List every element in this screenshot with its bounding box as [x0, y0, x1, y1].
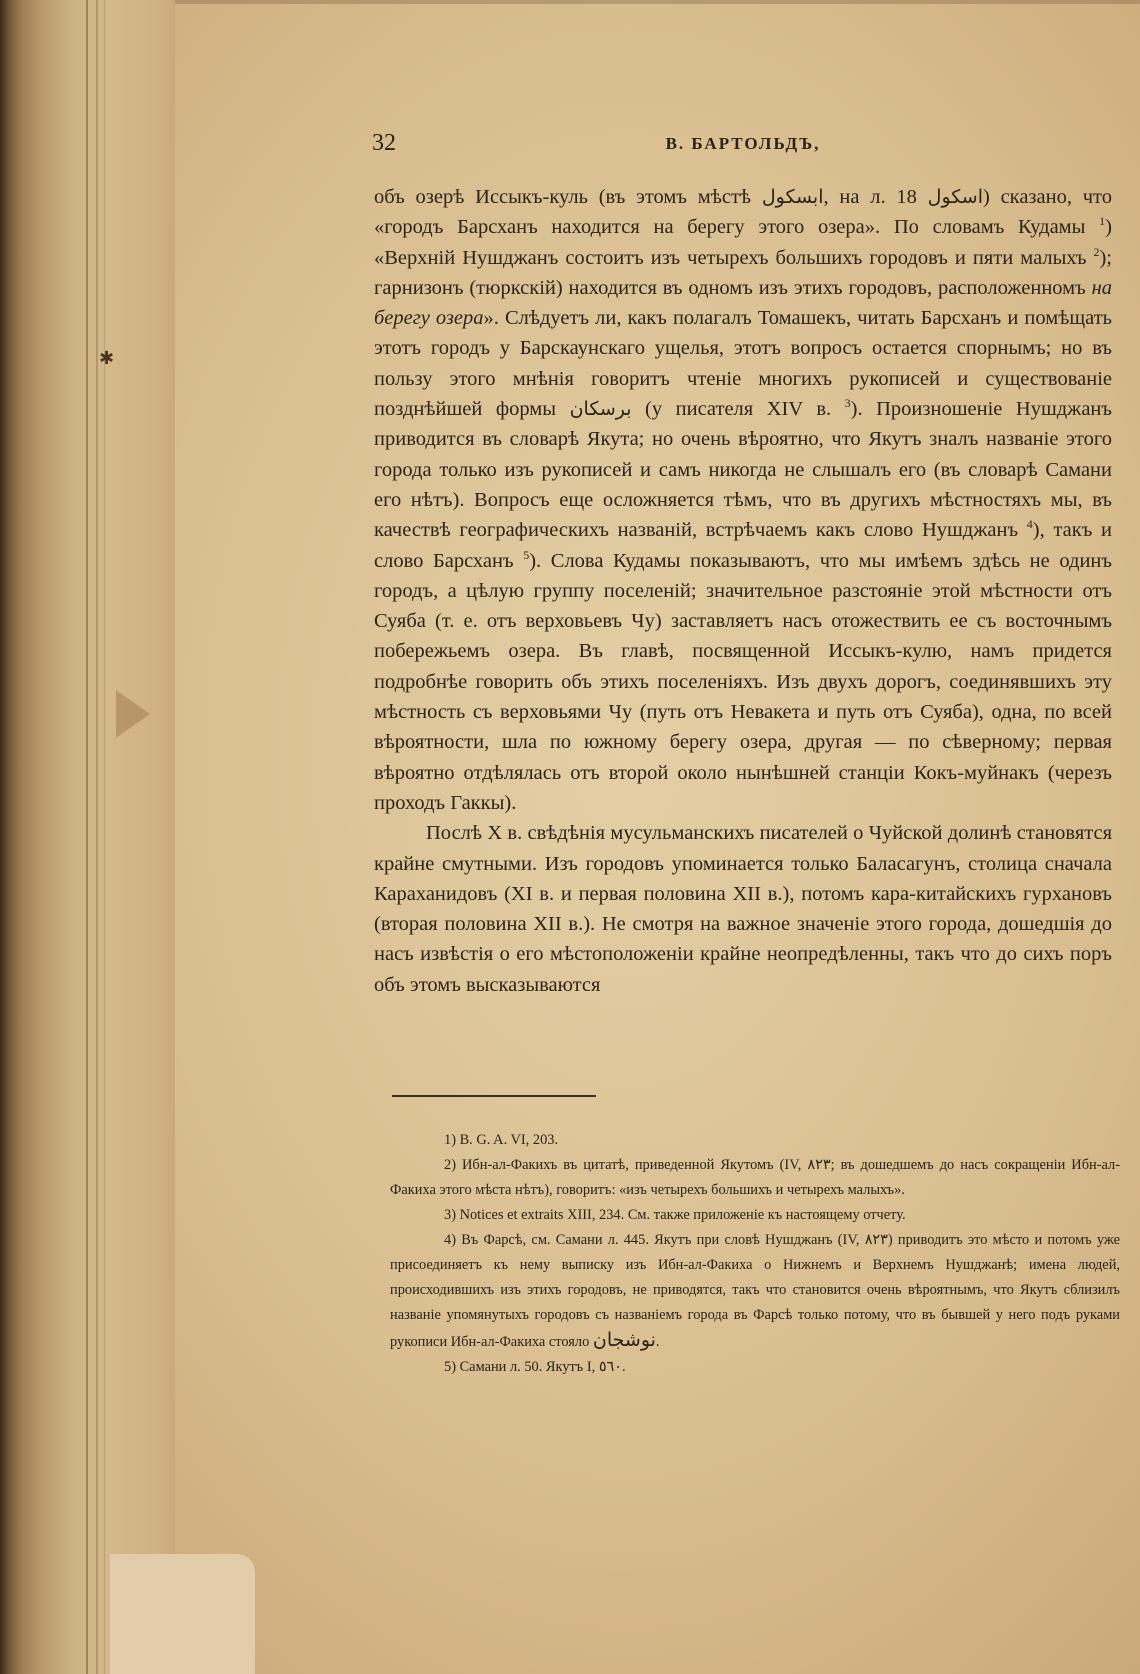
gutter-line: [86, 0, 88, 1674]
footnote-ref: 2: [1093, 244, 1100, 259]
main-text: [374, 182, 1112, 1000]
book-gutter: [0, 0, 175, 1674]
arabic-word: برسكان: [569, 398, 632, 421]
arabic-word: ابسكول: [761, 186, 824, 208]
text-run: .: [655, 1334, 660, 1350]
text-run: ) сказано, что «городъ Барсханъ находится на берегу этого озера». По словамъ Кудамы: [374, 186, 1112, 239]
text-run: объ озерѣ Иссыкъ-куль (въ этомъ мѣстѣ: [374, 186, 762, 208]
paragraph-1: [374, 182, 1112, 818]
footnote-1: 1) B. G. A. VI, 203.: [444, 1132, 559, 1148]
footnote-ref: 5: [523, 547, 530, 562]
gutter-line: [104, 0, 105, 1674]
text-run: ); гарнизонъ (тюркскій) находится въ одномъ изъ этихъ городовъ, расположенномъ: [374, 246, 1112, 299]
footnote-ref: 4: [1026, 517, 1033, 532]
text-run: ), такъ и слово Барсханъ: [374, 519, 1112, 572]
footnote-3: 3) Notices et extraits XIII, 234. См. также приложеніе къ настоящему отчету.: [444, 1207, 906, 1223]
italic-phrase: на берегу озера: [374, 276, 1112, 330]
text-run: , на л. 18: [823, 186, 928, 208]
footnote-rule: [392, 1095, 596, 1097]
text-run: ». Слѣдуетъ ли, какъ полагалъ Томашекъ, читать Барсханъ и помѣщать этотъ городъ у Барскаунскаго ущелья, этотъ вопросъ остается спорнымъ; но въ пользу этого мнѣнія говоритъ чтеніе многихъ рукописей и существованіе позднѣйшей формы: [374, 307, 1112, 421]
page-header: [372, 130, 1114, 164]
arabic-word: اسكول: [927, 186, 983, 208]
running-head: В. БАРТОЛЬДЪ,: [665, 134, 821, 153]
text-run: ). Слова Кудамы показываютъ, что мы имѣемъ здѣсь не одинъ городъ, а цѣлую группу поселеній; значительное разстояніе этой мѣстности отъ Суяба (т. е. отъ верховьевъ Чу) заставляетъ насъ отожествить ее съ восточнымъ побережьемъ озера. Въ главѣ, посвященной Иссыкъ-кулю, намъ придется подробнѣе говорить объ этихъ поселеніяхъ. Изъ двухъ дорогъ, соединявшихъ эту мѣстность съ верховьями Чу (путь отъ Невакета и путь отъ Суяба), одна, по всей вѣроятности, шла по южному берегу озера, другая — по сѣверному; первая вѣроятно отдѣлялась отъ второй около нынѣшней станціи Кокъ-муйнакъ (черезъ проходъ Гаккы).: [374, 549, 1112, 814]
gutter-mark-icon: ✱: [99, 348, 115, 368]
paper-stain: [110, 1554, 255, 1674]
text-run: ) «Верхній Нушджанъ состоитъ изъ четырехъ большихъ городовъ и пяти малыхъ: [374, 216, 1112, 269]
text-run: ). Произношеніе Нушджанъ приводится въ словарѣ Якута; но очень вѣроятно, что Якутъ зналъ названіе этого города только изъ рукописей и самъ никогда не слышалъ его (въ словарѣ Самани его нѣтъ). Вопросъ еще осложняется тѣмъ, что въ другихъ мѣстностяхъ мы, въ качествѣ географическихъ названій, встрѣчаемъ какъ слово Нушджанъ: [374, 398, 1112, 542]
paragraph-2: Послѣ X в. свѣдѣнія мусульманскихъ писателей о Чуйской долинѣ становятся крайне смутными. Изъ городовъ упоминается только Баласагунъ, столица сначала Караханидовъ (XI в. и первая половина XII в.), потомъ кара-китайскихъ гурхановъ (вторая половина XII в.). Не смотря на важное значеніе этого города, дошедшія до насъ извѣстія о его мѣстоположеніи крайне неопредѣленны, такъ что до сихъ поръ объ этомъ высказываются: [374, 822, 1112, 996]
page-fold-mark: [116, 690, 150, 738]
arabic-word: نوشجان: [592, 1329, 656, 1351]
footnote-ref: 1: [1099, 214, 1106, 229]
footnote-ref: 3: [844, 396, 851, 411]
footnote-5: 5) Самани л. 50. Якутъ I, ٥٦٠.: [444, 1359, 626, 1375]
text-run: 4) Въ Фарсѣ, см. Самани л. 445. Якутъ при словѣ Нушджанъ (IV, ٨٢٣) приводитъ это мѣсто и потомъ уже присоединяетъ къ нему выписку изъ Ибн-ал-Факиха о Нижнемъ и Верхнемъ Нушджанѣ; имена людей, происходившихъ изъ этихъ городовъ, не приводятся, такъ что становится очень вѣроятнымъ, что Якутъ сблизилъ названіе упомянутыхъ городовъ съ названіемъ города въ Фарсѣ только потому, что въ бывшей у него подъ руками рукописи Ибн-ал-Факиха стояло: [390, 1232, 1121, 1350]
footnote-2: 2) Ибн-ал-Факихъ въ цитатѣ, приведенной Якутомъ (IV, ٨٢٣; въ дошедшемъ до насъ сокращеніи Ибн-ал-Факиха этого мѣста нѣтъ), говоритъ: «изъ четырехъ большихъ и четырехъ малыхъ».: [390, 1157, 1121, 1198]
text-run: (у писателя XIV в.: [631, 398, 845, 421]
gutter-line: [96, 0, 98, 1674]
footnotes: [390, 1128, 1120, 1380]
footnote-4: [390, 1228, 1120, 1355]
page-number: 32: [372, 130, 396, 156]
